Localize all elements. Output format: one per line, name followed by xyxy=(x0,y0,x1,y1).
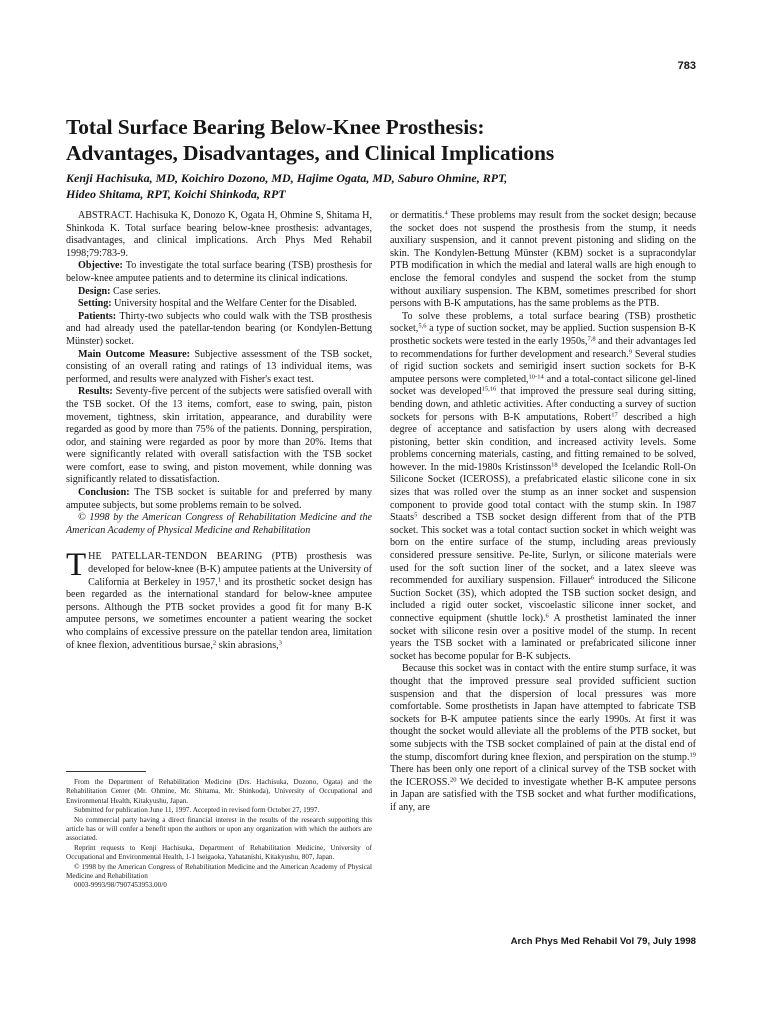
abstract-objective xyxy=(66,260,372,285)
body-text: These problems may result from the socket design; because the socket does not suspend the prosthesis from the stump, it needs auxiliary suspension, and it cannot prevent pistoning and sliding on the skin. The Kondylen-Bettung Münster (KBM) socket is a supracondylar PTB modification in which the medial and lateral walls are high enough to enclose the femoral condyles and suspend the socket from the stump without auxiliary suspension. The KBM, sometimes prescribed for short persons with B-K amputations, has the same problems as the PTB. xyxy=(390,210,696,310)
setting-text: University hospital and the Welfare Center for the Disabled. xyxy=(111,298,357,310)
body-text: or dermatitis. xyxy=(390,210,445,221)
authors-line-2: Hideo Shitama, RPT, Koichi Shinkoda, RPT xyxy=(66,186,286,201)
footnotes xyxy=(66,778,372,891)
body-text: There has been only one report of a clinical survey of the TSB socket with the ICEROSS. xyxy=(390,764,696,788)
left-column xyxy=(66,210,372,652)
author-list xyxy=(66,171,706,202)
intro-caps: HE PATELLAR-TENDON BEARING xyxy=(88,551,263,563)
body-text: A prosthetist laminated the inner socket with silicone resin over a positive model of the stump. In recent years the TSB socket with a laminated or prefabricated silicone inner socket has become popular for B-K subjects. xyxy=(390,613,697,662)
outcome-text: Subjective assessment of the TSB socket, consisting of an overall rating and ratings of 13 individual items, was performed, and results were analyzed with Fisher's exact test. xyxy=(66,348,372,385)
footnote-conflict: No commercial party having a direct financial interest in the results of the research supporting this article has or will confer a benefit upon the authors or upon any organization with which the authors are associated. xyxy=(66,815,372,843)
conclusion-text: The TSB socket is suitable for and preferred by many amputee subjects, but some problems remain to be solved. xyxy=(66,487,372,511)
citation: 3 xyxy=(278,639,282,646)
drop-cap: T xyxy=(66,547,87,584)
citation: 19 xyxy=(689,750,696,758)
authors-line-1: Kenji Hachisuka, MD, Koichiro Dozono, MD, Hajime Ogata, MD, Saburo Ohmine, RPT, xyxy=(66,171,508,185)
abstract-results xyxy=(66,386,372,487)
citation: 18 xyxy=(551,461,558,469)
citation: 5,6 xyxy=(418,322,427,330)
body-text: introduced the Silicone Suction Socket (3S), which adopted the TSB suction socket design, and included a rigid outer socket, viscoelastic silicone inner socket, and connective equipment (shuttle lock). xyxy=(390,575,696,624)
intro-text: and its prosthetic socket design has been regarded as the international standard for below-knee amputee persons. Although the PTB socket provides a good fit for many B-K amputee persons, we sometimes encounter a patient wearing the socket who complains of excessive pressure on the patellar tendon area, limitation of knee flexion, adventitious bursae, xyxy=(66,576,372,651)
abstract-outcome xyxy=(66,349,372,387)
body-text: a type of suction socket, may be applied. Suction suspension B-K prosthetic sockets were tested in the early 1950s, xyxy=(390,323,696,347)
right-column xyxy=(390,210,696,815)
body-text: described a TSB socket design different from that of the PTB socket. This socket was a total contact suction socket in which weight was born on the entire surface of the stump, including areas previously considered pressure sensitive. Pe-lite, Surlyn, or silicone materials were used for the soft suction liner of the socket, and a latex sleeve was recommended for auxiliary suspension. Fillauer xyxy=(390,512,696,587)
citation: 20 xyxy=(449,776,457,784)
setting-label: Setting: xyxy=(78,298,112,310)
body-text: Several studies of rigid suction sockets and semirigid insert suction sockets for B-K amputee persons were completed, xyxy=(390,348,696,385)
objective-label: Objective: xyxy=(78,260,123,272)
citation: 15,16 xyxy=(481,385,497,393)
citation: 1 xyxy=(217,576,221,584)
results-text: Seventy-five percent of the subjects were satisfied overall with the TSB socket. Of the 13 items, comfort, ease to swing, pain, piston movement, tightness, skin irritation, appearance, and durability were regarded as good by more than 75% of the patients. Donning, perspiration, odor, and staining were regarded as poor by more than 20%. Items that were significantly related with overall satisfaction with the TSB socket were comfort, ease to swing, and piston movement, while donning was significantly related to dissatisfaction. xyxy=(66,386,372,486)
outcome-label: Main Outcome Measure: xyxy=(78,348,191,360)
body-paragraph xyxy=(390,663,696,814)
journal-footer: Arch Phys Med Rehabil Vol 79, July 1998 xyxy=(510,936,696,947)
citation: 6 xyxy=(545,612,549,620)
abstract xyxy=(66,210,372,537)
intro-text: (PTB) prosthesis was developed for below-knee (B-K) amputee patients at the University of California at Berkeley in 1957, xyxy=(88,551,372,588)
intro-paragraph xyxy=(66,547,372,652)
article-title xyxy=(66,114,706,166)
patients-text: Thirty-two subjects who could walk with the TSB prosthesis and had already used the patellar-tendon bearing (or Kondylen-Bettung Münster) socket. xyxy=(66,310,372,347)
footnote-affiliation: From the Department of Rehabilitation Medicine (Drs. Hachisuka, Dozono, Ogata) and the Rehabilitation Center (Mr. Ohmine, Mr. Shitama, Mr. Shinkoda), University of Occupational and Environmental Health, Kitakyushu, Japan. xyxy=(66,778,372,805)
body-text: and their advantages led to recommendations for further development and research. xyxy=(390,335,696,360)
abstract-copyright: © 1998 by the American Congress of Rehabilitation Medicine and the American Academy of Physical Medicine and Rehabilitation xyxy=(66,512,372,536)
body-text: developed the Icelandic Roll-On Silicone Socket (ICEROSS), a prefabricated elastic silicone cone in six sizes that was rolled over the stump as an inner socket and suspension component to provide good total contact with the stump skin. In 1987 Staats xyxy=(390,461,696,524)
intro-text: skin abrasions, xyxy=(216,639,279,651)
objective-text: To investigate the total surface bearing (TSB) prosthesis for below-knee amputee patients and to determine its clinical indications. xyxy=(66,260,372,284)
body-paragraph xyxy=(390,311,696,664)
footnote-submitted: Submitted for publication June 11, 1997. Accepted in revised form October 27, 1997. xyxy=(74,806,320,815)
body-paragraph xyxy=(390,210,696,311)
abstract-patients xyxy=(66,311,372,349)
citation: 5 xyxy=(414,511,418,519)
body-text: and a total-contact silicone gel-lined socket was developed xyxy=(390,373,696,398)
design-label: Design: xyxy=(78,285,111,297)
title-line-1: Total Surface Bearing Below-Knee Prosthesis: xyxy=(66,115,485,139)
footnote-copyright: © 1998 by the American Congress of Rehabilitation Medicine and the American Academy of Physical Medicine and Rehabilitation xyxy=(66,862,372,881)
results-label: Results: xyxy=(78,386,113,398)
body-text: that improved the pressure seal during sitting, bending down, and athletic activities. After conducting a survey of suction sockets for persons with B-K amputations, Robert xyxy=(390,386,696,423)
citation: 10-14 xyxy=(528,373,544,381)
abstract-setting xyxy=(66,298,372,311)
abstract-design xyxy=(66,286,372,299)
abstract-conclusion xyxy=(66,487,372,512)
body-text: We decided to investigate whether B-K amputee persons in Japan are satisfied with the TSB socket and what further modifications, if any, are xyxy=(390,776,696,813)
citation: 6 xyxy=(590,574,595,582)
abstract-citation: ABSTRACT. Hachisuka K, Donozo K, Ogata H, Ohmine S, Shitama H, Shinkoda K. Total surface bearing below-knee prosthesis: advantages, disadvantages, and clinical implications. Arch Phys Med Rehabil 1998;79:783-9. xyxy=(66,210,372,259)
citation: 9 xyxy=(628,347,632,355)
footnote-divider xyxy=(66,771,146,772)
patients-label: Patients: xyxy=(78,310,117,322)
title-line-2: Advantages, Disadvantages, and Clinical Implications xyxy=(66,141,555,165)
design-text: Case series. xyxy=(110,285,161,297)
body-text: To solve these problems, a total surface bearing (TSB) prosthetic socket, xyxy=(390,310,696,335)
footnote-reprints: Reprint requests to Kenji Hachisuka, Department of Rehabilitation Medicine, University of Occupational and Environmental Health, 1-1 Iseigaoka, Yahatanishi, Kitakyushu, 807, Japan. xyxy=(66,843,372,862)
citation: 4 xyxy=(444,209,448,217)
conclusion-label: Conclusion: xyxy=(78,487,130,499)
citation: 17 xyxy=(611,410,618,418)
page-number: 783 xyxy=(677,60,696,72)
citation: 7,8 xyxy=(587,335,596,343)
footnote-issn: 0003-9993/98/7907453953.00/0 xyxy=(74,881,167,890)
citation: 2 xyxy=(212,639,217,646)
body-text: Because this socket was in contact with the entire stump surface, it was thought that the improved pressure seal provided sufficient suction suspension and that the dispersion of local pressures was more comfortable. Some prosthetists in Japan have attempted to fabricate TSB sockets for B-K amputee patients since the early 1990s. At first it was thought the socket would alleviate all the problems of the PTB socket, but some subjects with the TSB socket complained of pain at the distal end of the stump, discomfort during knee flexion, and perspiration on the stump. xyxy=(390,663,696,763)
body-text: described a high degree of acceptance and satisfaction by users along with decreased pistoning, better skin condition, and increased activity levels. Some problems concerning materials, casting, and fitting remained to be solved, however. In the mid-1980s Kristinsson xyxy=(390,411,696,473)
